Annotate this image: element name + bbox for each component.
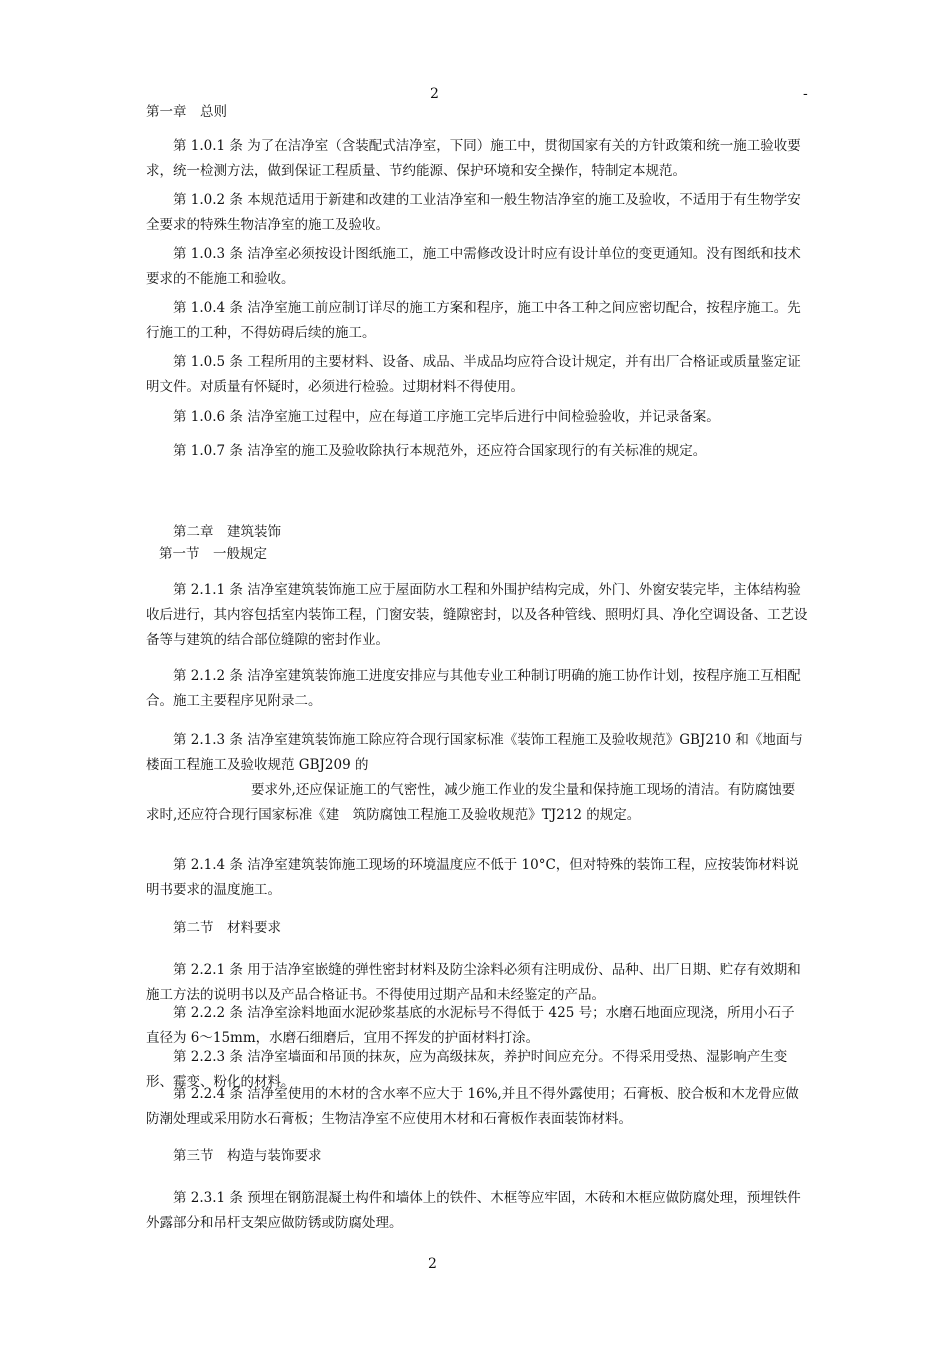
article-1-0-5: 第 1.0.5 条 工程所用的主要材料、设备、成品、半成品均应符合设计规定，并有出厂合格证或质量鉴定证明文件。对质量有怀疑时，必须进行检验。过期材料不得使用。 bbox=[146, 354, 801, 395]
chapter-1-title: 第一章 总则 bbox=[146, 104, 227, 120]
article-2-2-2: 第 2.2.2 条 洁净室涂料地面水泥砂浆基底的水泥标号不得低于 425 号；水磨石地面应现浇，所用小石子直径为 6～15mm，水磨石细磨后，宜用不挥发的护面材料打涂。 bbox=[146, 1005, 795, 1046]
footer-page-number: 2 bbox=[428, 1256, 437, 1272]
article-2-2-3: 第 2.2.3 条 洁净室墙面和吊顶的抹灰，应为高级抹灰，养护时间应充分。不得采用受热、湿影响产生变形、霉变、粉化的材料。 bbox=[146, 1049, 788, 1090]
section-3-title: 第三节 构造与装饰要求 bbox=[173, 1148, 322, 1164]
article-1-0-6: 第 1.0.6 条 洁净室施工过程中，应在每道工序施工完毕后进行中间检验验收，并记录备案。 bbox=[173, 409, 720, 425]
article-2-2-4: 第 2.2.4 条 洁净室使用的木材的含水率不应大于 16%,并且不得外露使用；石膏板、胶合板和木龙骨应做防潮处理或采用防水石膏板；生物洁净室不应使用木材和石膏板作表面装饰材料。 bbox=[146, 1086, 799, 1127]
section-2-title: 第二节 材料要求 bbox=[173, 920, 281, 936]
article-2-1-1: 第 2.1.1 条 洁净室建筑装饰施工应于屋面防水工程和外围护结构完成，外门、外窗安装完毕，主体结构验收后进行，其内容包括室内装饰工程，门窗安装，缝隙密封，以及各种管线、照明灯具、净化空调设备、工艺设备等与建筑的结合部位缝隙的密封作业。 bbox=[146, 582, 808, 648]
article-2-3-1: 第 2.3.1 条 预埋在钢筋混凝土构件和墙体上的铁件、木框等应牢固，木砖和木框应做防腐处理，预埋铁件外露部分和吊杆支架应做防锈或防腐处理。 bbox=[146, 1190, 801, 1231]
article-2-1-3-part1: 第 2.1.3 条 洁净室建筑装饰施工除应符合现行国家标准《装饰工程施工及验收规范》GBJ210 和《地面与楼面工程施工及验收规范 GBJ209 的 bbox=[146, 732, 803, 773]
chapter-2-title: 第二章 建筑装饰 bbox=[173, 524, 281, 540]
article-2-1-4: 第 2.1.4 条 洁净室建筑装饰施工现场的环境温度应不低于 10°C，但对特殊的装饰工程，应按装饰材料说明书要求的温度施工。 bbox=[146, 857, 799, 898]
article-2-2-1: 第 2.2.1 条 用于洁净室嵌缝的弹性密封材料及防尘涂料必须有注明成份、品种、出厂日期、贮存有效期和施工方法的说明书以及产品合格证书。不得使用过期产品和未经鉴定的产品。 bbox=[146, 962, 801, 1003]
article-1-0-4: 第 1.0.4 条 洁净室施工前应制订详尽的施工方案和程序，施工中各工种之间应密切配合，按程序施工。先行施工的工种，不得妨碍后续的施工。 bbox=[146, 300, 801, 341]
article-1-0-1: 第 1.0.1 条 为了在洁净室（含装配式洁净室，下同）施工中，贯彻国家有关的方针政策和统一施工验收要求，统一检测方法，做到保证工程质量、节约能源、保护环境和安全操作，特制定本规范。 bbox=[146, 138, 801, 179]
article-1-0-7: 第 1.0.7 条 洁净室的施工及验收除执行本规范外，还应符合国家现行的有关标准的规定。 bbox=[173, 443, 707, 459]
article-2-1-3 bbox=[146, 728, 808, 828]
article-2-1-2: 第 2.1.2 条 洁净室建筑装饰施工进度安排应与其他专业工种制订明确的施工协作计划，按程序施工互相配合。施工主要程序见附录二。 bbox=[146, 668, 801, 709]
header-dash: - bbox=[803, 86, 808, 102]
article-1-0-3: 第 1.0.3 条 洁净室必须按设计图纸施工，施工中需修改设计时应有设计单位的变更通知。没有图纸和技术要求的不能施工和验收。 bbox=[146, 246, 801, 287]
header-page-number: 2 bbox=[430, 86, 439, 102]
article-2-1-3-part2: 要求外,还应保证施工的气密性，减少施工作业的发尘量和保持施工现场的清洁。有防腐蚀要求时,还应符合现行国家标准《建 筑防腐蚀工程施工及验收规范》TJ212 的规定。 bbox=[146, 782, 796, 823]
article-1-0-2: 第 1.0.2 条 本规范适用于新建和改建的工业洁净室和一般生物洁净室的施工及验收，不适用于有生物学安全要求的特殊生物洁净室的施工及验收。 bbox=[146, 192, 801, 233]
section-1-title: 第一节 一般规定 bbox=[159, 546, 267, 562]
